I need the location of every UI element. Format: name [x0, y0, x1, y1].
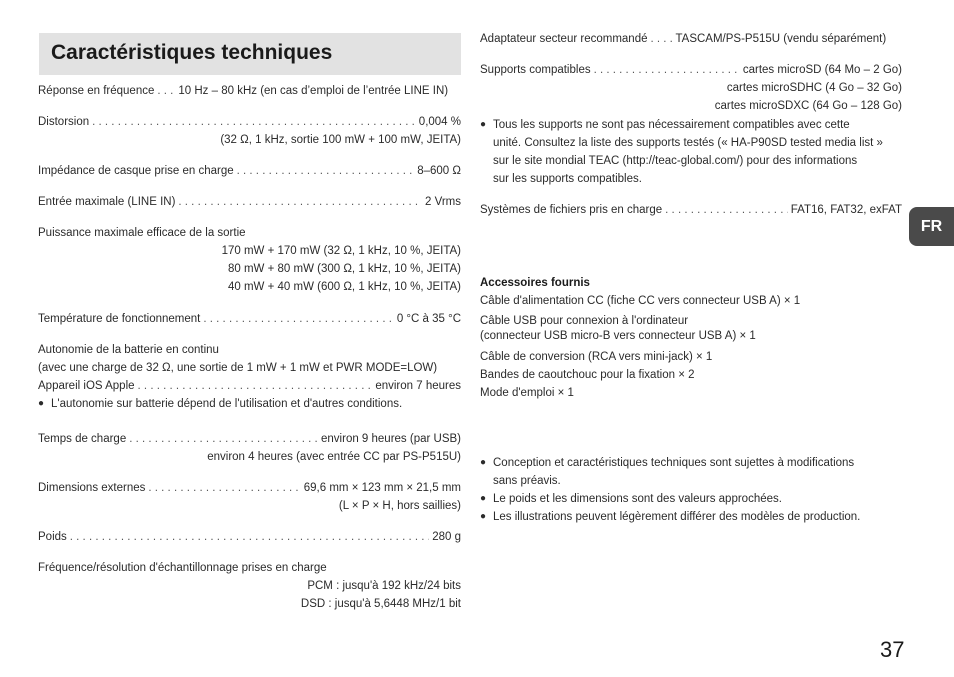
spec-value: environ 9 heures (par USB): [321, 433, 461, 445]
spec-value: 69,6 mm × 123 mm × 21,5 mm: [303, 482, 461, 494]
spec-value: FAT16, FAT32, exFAT: [790, 204, 902, 216]
spec-label: Distorsion: [38, 116, 90, 128]
spec-device-label: Appareil iOS Apple: [38, 380, 135, 392]
language-tab: FR: [909, 207, 954, 246]
spec-value-line: cartes microSDHC (4 Go – 32 Go): [726, 82, 902, 94]
note-line: Tous les supports ne sont pas nécessairement compatibles avec cette: [493, 119, 850, 131]
spec-weight: [38, 528, 461, 546]
spec-value: environ 7 heures: [375, 380, 461, 392]
spec-value-line: 80 mW + 80 mW (300 Ω, 1 kHz, 10 %, JEITA): [227, 263, 461, 275]
note-line: sans préavis.: [493, 475, 561, 487]
note-text: L'autonomie sur batterie dépend de l'utilisation et d'autres conditions.: [51, 398, 403, 410]
spec-condition: (avec une charge de 32 Ω, une sortie de 1 mW + 1 mW et PWR MODE=LOW): [38, 362, 438, 374]
spec-sample-rate: [38, 559, 461, 613]
spec-label: Poids: [38, 531, 67, 543]
accessory-item: Bandes de caoutchouc pour la fixation × 2: [480, 369, 695, 381]
battery-note: [38, 395, 461, 413]
spec-label: Température de fonctionnement: [38, 313, 201, 325]
spec-label: Dimensions externes: [38, 482, 146, 494]
spec-battery: [38, 341, 461, 413]
spec-value: 0 °C à 35 °C: [396, 313, 461, 325]
spec-value: 2 Vrms: [425, 196, 461, 208]
spec-max-output: [38, 224, 461, 296]
note-line: sur le site mondial TEAC (http://teac-global.com/) pour des informations: [493, 155, 858, 167]
spec-value-line: environ 4 heures (avec entrée CC par PS-P515U): [207, 451, 461, 463]
spec-dimensions: [38, 479, 461, 515]
note-line: sur les supports compatibles.: [493, 173, 642, 185]
note-line: Les illustrations peuvent légèrement différer des modèles de production.: [493, 511, 861, 523]
spec-label: Fréquence/résolution d'échantillonnage prises en charge: [38, 562, 327, 574]
accessory-item: Câble d'alimentation CC (fiche CC vers connecteur USB A) × 1: [480, 295, 801, 307]
accessory-item: (connecteur USB micro-B vers connecteur USB A) × 1: [480, 330, 756, 342]
spec-value-line: 40 mW + 40 mW (600 Ω, 1 kHz, 10 %, JEITA): [227, 281, 461, 293]
accessory-item: Câble de conversion (RCA vers mini-jack) × 1: [480, 351, 713, 363]
spec-label: Autonomie de la batterie en continu: [38, 344, 219, 356]
spec-label: Impédance de casque prise en charge: [38, 165, 234, 177]
spec-value-line: PCM : jusqu'à 192 kHz/24 bits: [307, 580, 461, 592]
page-number: 37: [880, 637, 905, 662]
spec-label: Entrée maximale (LINE IN): [38, 196, 176, 208]
spec-value: 10 Hz – 80 kHz (en cas d’emploi de l’entrée LINE IN): [178, 85, 449, 97]
spec-headphone-impedance: [38, 162, 461, 180]
accessory-item: Câble USB pour connexion à l'ordinateur: [480, 315, 689, 327]
spec-label: Puissance maximale efficace de la sortie: [38, 227, 246, 239]
note-line: Conception et caractéristiques techniques sont sujettes à modifications: [493, 457, 855, 469]
bullet-icon: ●: [480, 493, 487, 504]
accessory-item: Mode d'emploi × 1: [480, 387, 574, 399]
spec-frequency-response: [38, 82, 461, 100]
media-note: [480, 116, 902, 188]
spec-filesystems: [480, 201, 902, 219]
spec-charge-time: [38, 430, 461, 466]
spec-value-line: DSD : jusqu'à 5,6448 MHz/1 bit: [300, 598, 461, 610]
note-line: unité. Consultez la liste des supports testés (« HA-P90SD tested media list »: [493, 137, 883, 149]
spec-adapter: [480, 30, 902, 48]
spec-value-line: cartes microSDXC (64 Go – 128 Go): [714, 100, 902, 112]
spec-max-input: [38, 193, 461, 211]
spec-distortion: [38, 113, 461, 149]
spec-value: TASCAM/PS-P515U (vendu séparément): [675, 33, 887, 45]
spec-value: 8–600 Ω: [417, 165, 461, 177]
spec-value: 0,004 %: [418, 116, 461, 128]
spec-note: (32 Ω, 1 kHz, sortie 100 mW + 100 mW, JEITA): [220, 134, 461, 146]
spec-value: 280 g: [432, 531, 461, 543]
spec-note: (L × P × H, hors saillies): [338, 500, 461, 512]
spec-operating-temp: [38, 310, 461, 328]
general-notes: [480, 454, 902, 526]
spec-label: Supports compatibles: [480, 64, 591, 76]
note-line: Le poids et les dimensions sont des valeurs approchées.: [493, 493, 782, 505]
accessories-title: Accessoires fournis: [480, 277, 590, 289]
spec-label: Adaptateur secteur recommandé: [480, 33, 648, 45]
bullet-icon: ●: [38, 398, 45, 409]
bullet-icon: ●: [480, 511, 487, 522]
spec-value-line: 170 mW + 170 mW (32 Ω, 1 kHz, 10 %, JEITA): [221, 245, 461, 257]
bullet-icon: ●: [480, 457, 487, 468]
spec-label: Temps de charge: [38, 433, 127, 445]
accessories-section: [480, 274, 902, 402]
spec-label: Réponse en fréquence: [38, 85, 155, 97]
bullet-icon: ●: [480, 119, 487, 130]
spec-label: Systèmes de fichiers pris en charge: [480, 204, 663, 216]
page-title: Caractéristiques techniques: [51, 41, 333, 64]
spec-media: [480, 61, 902, 115]
spec-value: cartes microSD (64 Mo – 2 Go): [742, 64, 902, 76]
